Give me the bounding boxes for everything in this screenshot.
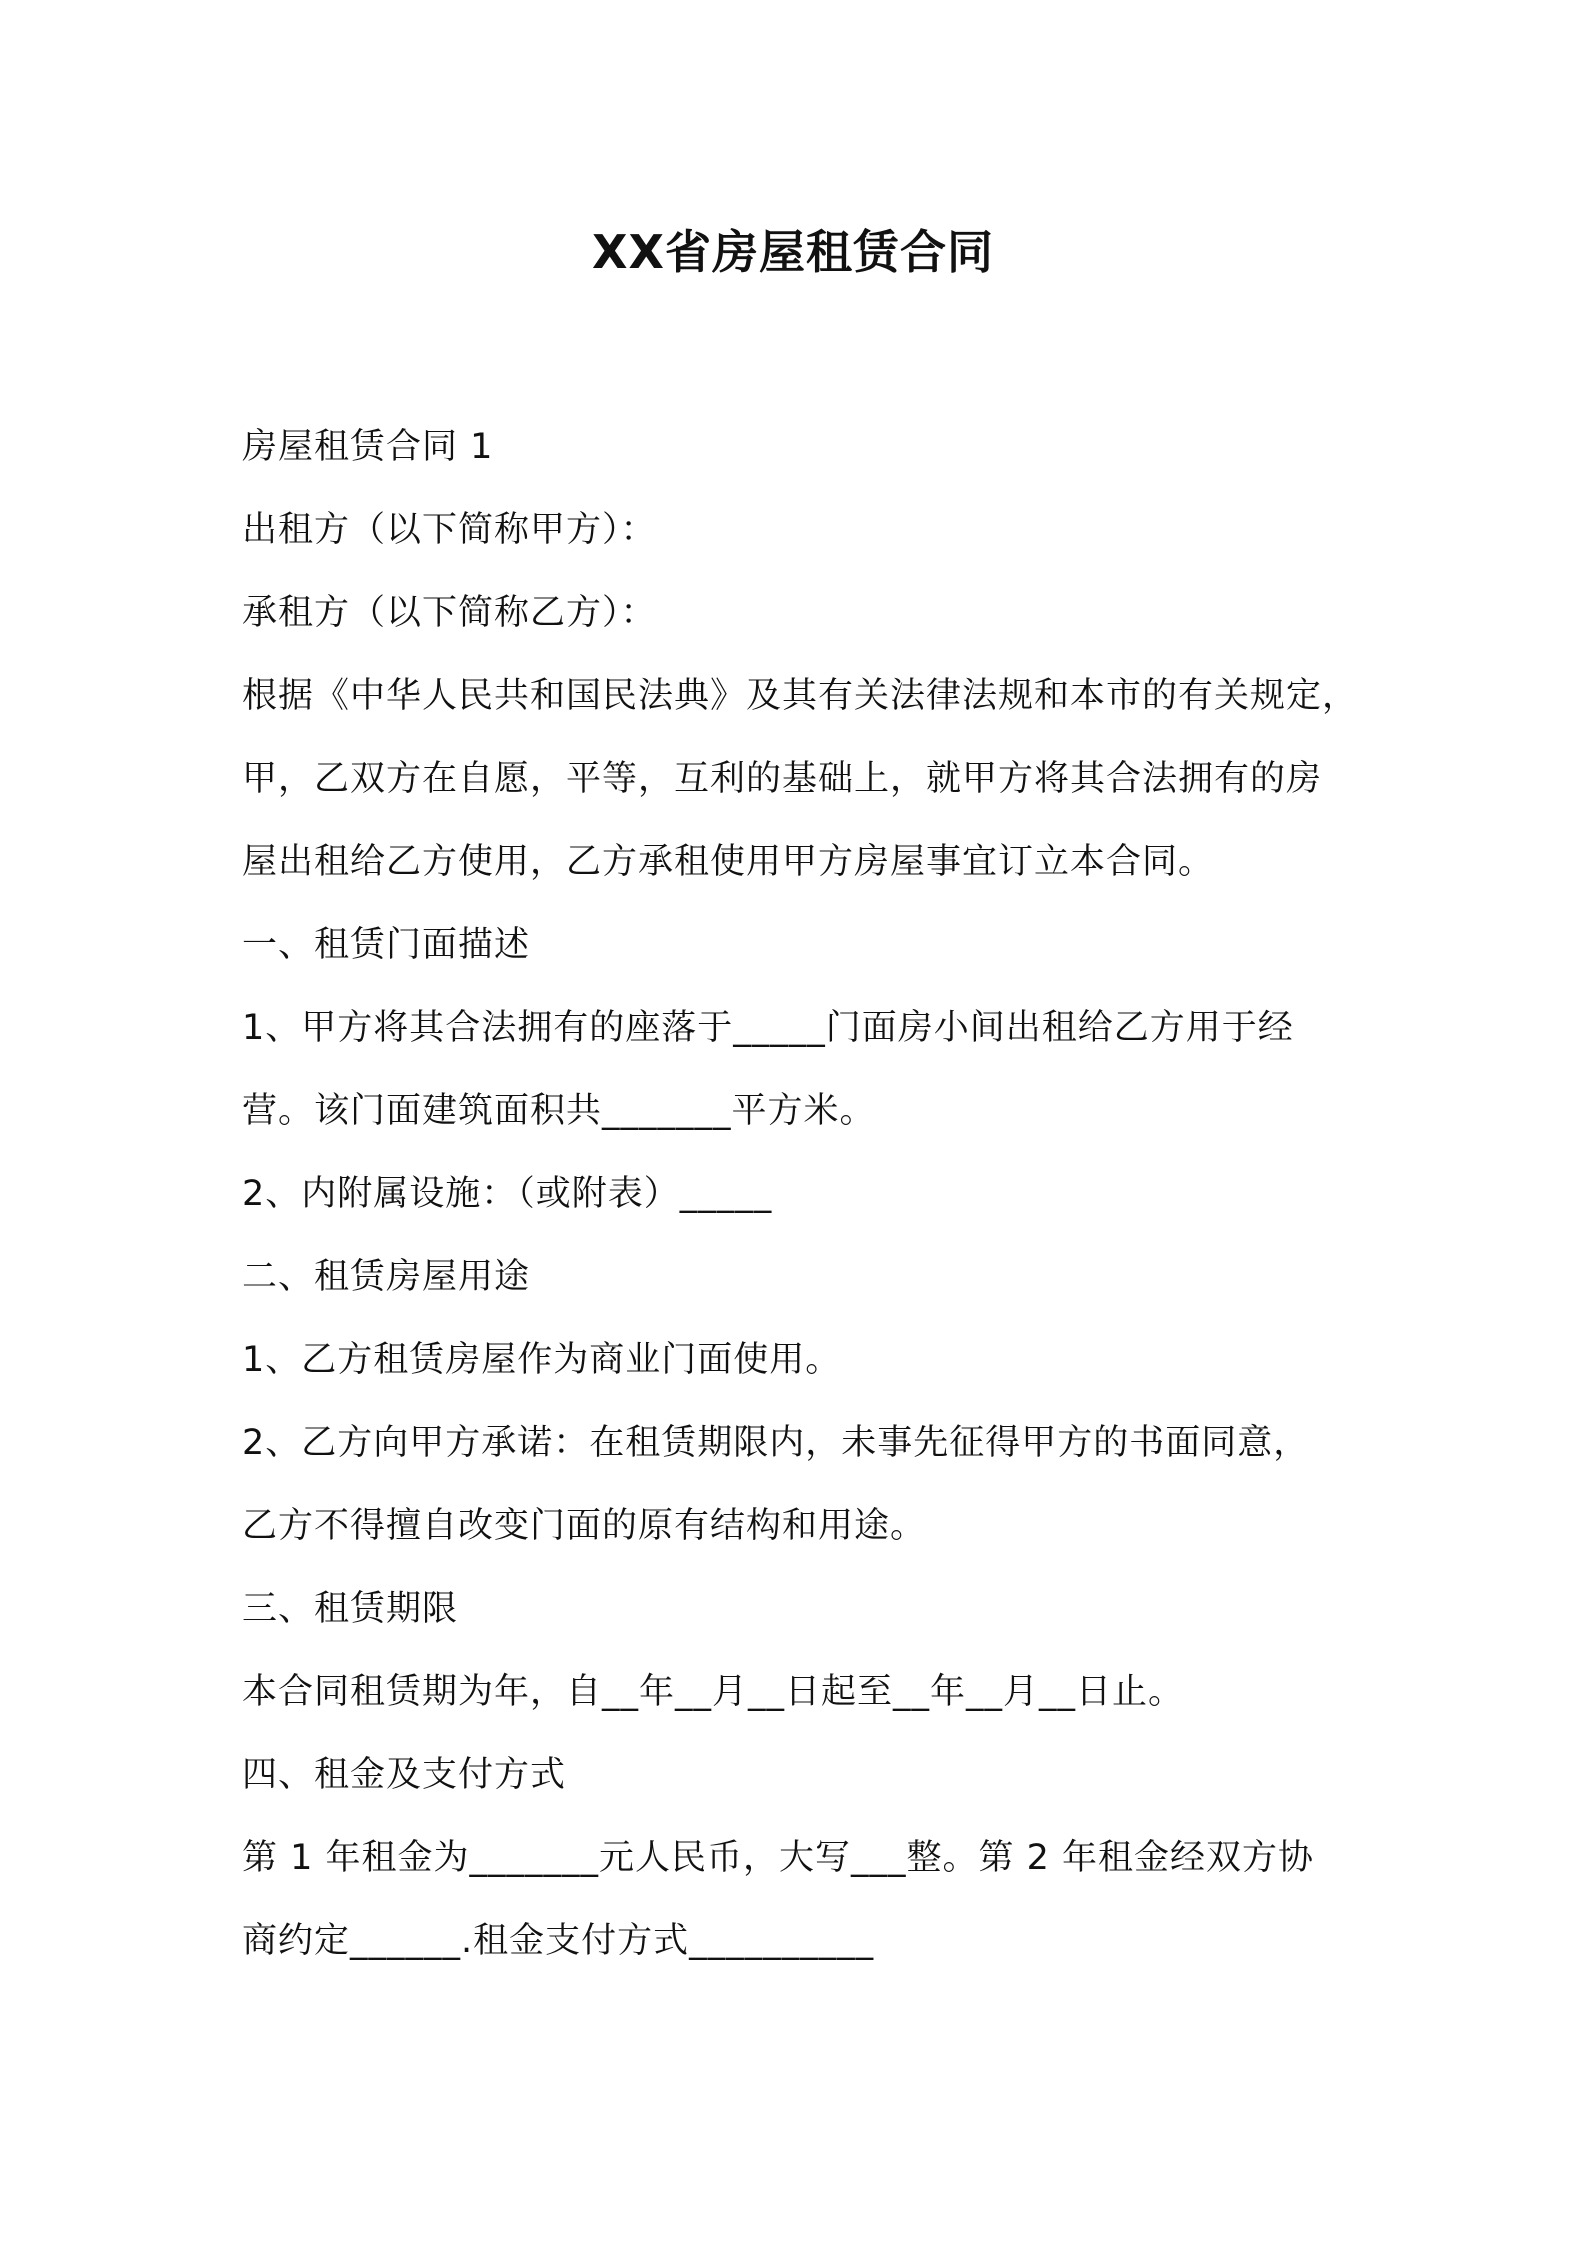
section-heading-1: 一、租赁门面描述 xyxy=(242,925,531,965)
clause-2-2-line-2: 乙方不得擅自改变门面的原有结构和用途。 xyxy=(242,1506,927,1546)
section-heading-3: 三、租赁期限 xyxy=(242,1589,459,1629)
rent-line-1: 第 1 年租金为_______元人民币，大写___整。第 2 年租金经双方协 xyxy=(242,1838,1315,1878)
clause-2-1: 1、乙方租赁房屋作为商业门面使用。 xyxy=(242,1340,842,1380)
lessee-line: 承租方（以下简称乙方）： xyxy=(242,593,657,633)
section-heading-2: 二、租赁房屋用途 xyxy=(242,1257,531,1297)
lease-term-line: 本合同租赁期为年，自__年__月__日起至__年__月__日止。 xyxy=(242,1672,1185,1712)
document-title: XX省房屋租赁合同 xyxy=(592,225,994,279)
clause-2-2-line-1: 2、乙方向甲方承诺：在租赁期限内，未事先征得甲方的书面同意， xyxy=(242,1423,1310,1463)
preamble-line-2: 甲，乙双方在自愿，平等，互利的基础上，就甲方将其合法拥有的房 xyxy=(242,759,1323,799)
section-heading-4: 四、租金及支付方式 xyxy=(242,1755,567,1795)
document-body xyxy=(242,406,1359,1983)
lessor-line: 出租方（以下简称甲方）： xyxy=(242,510,657,550)
preamble-line-3: 屋出租给乙方使用，乙方承租使用甲方房屋事宜订立本合同。 xyxy=(242,842,1215,882)
contract-subtitle: 房屋租赁合同 1 xyxy=(242,427,494,467)
clause-1-1-line-2: 营。该门面建筑面积共_______平方米。 xyxy=(242,1091,876,1131)
clause-1-1-line-1: 1、甲方将其合法拥有的座落于_____门面房小间出租给乙方用于经 xyxy=(242,1008,1294,1048)
clause-1-2: 2、内附属设施：（或附表）_____ xyxy=(242,1174,773,1214)
preamble-line-1: 根据《中华人民共和国民法典》及其有关法律法规和本市的有关规定， xyxy=(242,676,1359,716)
rent-line-2: 商约定______.租金支付方式__________ xyxy=(242,1921,875,1961)
